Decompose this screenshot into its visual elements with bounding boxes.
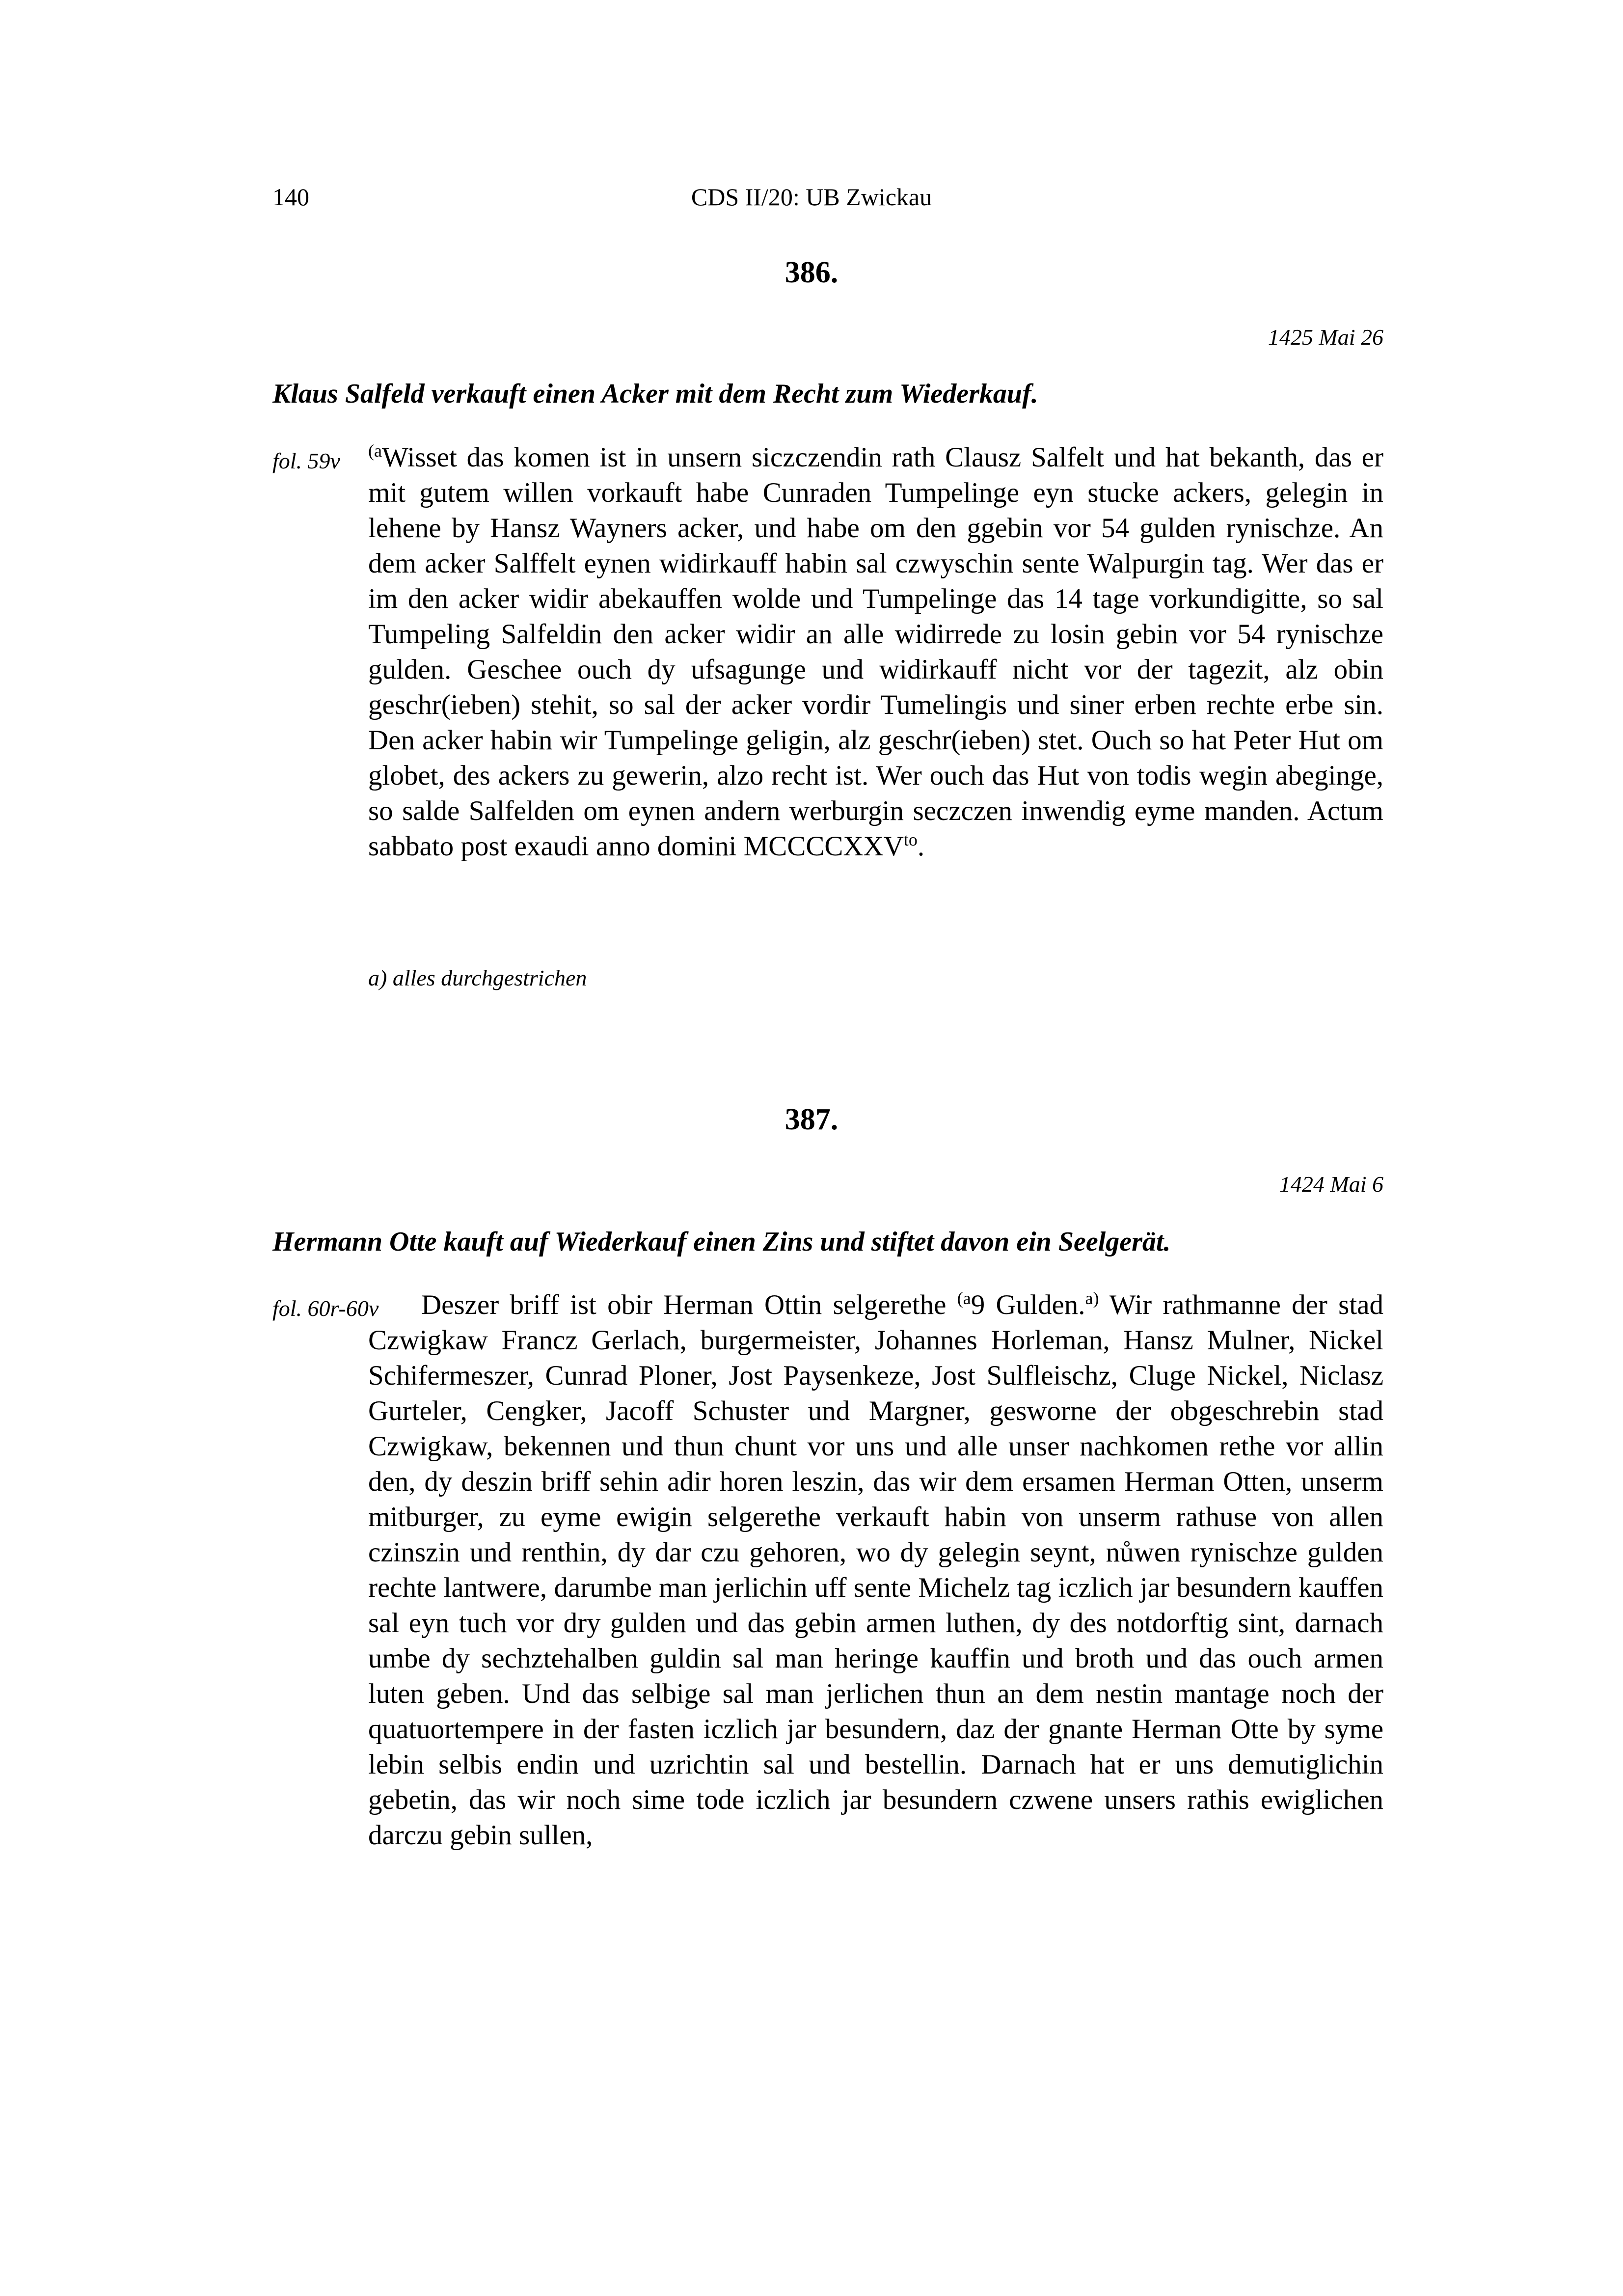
document-heading: Hermann Otte kauft auf Wiederkauf einen Zins und stiftet davon ein Seelgerät. bbox=[272, 1227, 1171, 1257]
footnote-mark: (a bbox=[957, 1288, 971, 1308]
document-body-mark-tail: 9 Gulden. bbox=[971, 1289, 1085, 1320]
document-date: 1425 Mai 26 bbox=[1268, 325, 1383, 350]
document-heading: Klaus Salfeld verkauft einen Acker mit dem Recht zum Wiederkauf. bbox=[272, 379, 1038, 409]
document-text bbox=[368, 440, 1383, 864]
document-body-end: . bbox=[917, 831, 925, 862]
superscript: to bbox=[903, 830, 918, 849]
folio-reference: fol. 60r-60v bbox=[272, 1296, 379, 1321]
page-number: 140 bbox=[272, 183, 309, 211]
folio-reference: fol. 59v bbox=[272, 448, 340, 473]
document-number: 387. bbox=[784, 1103, 839, 1136]
document-number: 386. bbox=[784, 256, 839, 289]
document-body-start: Deszer briff ist obir Herman Ottin selgerethe bbox=[421, 1289, 957, 1320]
footnote-mark-close: a) bbox=[1085, 1288, 1099, 1308]
document-body: Wir rathmanne der stad Czwigkaw Francz Gerlach, burgermeister, Johannes Horleman, Hansz Mulner, Nickel Schifermeszer, Cunrad Ploner, Jost Paysenkeze, Jost Sulfleischz, Cluge Nickel, Niclasz Gurteler, Cengker, Jacoff Schuster und Margner, gesworne der obgeschrebin stad Czwigkaw, bekennen und thun chunt vor uns und alle unser nachkomen rethe vor allin den, dy deszin briff sehin adir horen leszin, das wir dem ersamen Herman Otten, unserm mitburger, zu eyme ewigin selgerethe verkauft habin von unserm rathuse von allen czinszin und renthin, dy dar czu gehoren, wo dy gelegin seynt, nůwen rynischze gulden rechte lantwere, darumbe man jerlichin uff sente Michelz tag iczlich jar besundern kauffen sal eyn tuch vor dry gulden und das gebin armen luthen, dy des notdorftig sint, darnach umbe dy sechztehalben guldin sal man heringe kauffin und broth und das ouch armen luten geben. Und das selbige sal man jerlichen thun an dem nestin mantage noch der quatuortempere in der fasten iczlich jar besundern, daz der gnante Herman Otte by syme lebin selbis endin und uzrichtin sal und bestellin. Darnach hat er uns demutiglichin gebetin, das wir noch sime tode iczlich jar besundern czwene unsers rathis ewiglichen darczu gebin sullen, bbox=[368, 1289, 1383, 1851]
document-text bbox=[368, 1287, 1383, 1853]
document-body: Wisset das komen ist in unsern siczczendin rath Clausz Salfelt und hat bekanth, das er mit gutem willen vorkauft habe Cunraden Tumpelinge eyn stucke ackers, gelegin in lehene by Hansz Wayners acker, und habe om den ggebin vor 54 gulden rynischze. An dem acker Salffelt eynen widirkauff habin sal czwyschin sente Walpurgin tag. Wer das er im den acker widir abekauffen wolde und Tumpelinge das 14 tage vorkundigitte, so sal Tumpeling Salfeldin den acker widir an alle widirrede zu losin gebin vor 54 rynischze gulden. Geschee ouch dy ufsagunge und widirkauff nicht vor der tagezit, alz obin geschr(ieben) stehit, so sal der acker vordir Tumelingis und siner erben rechte erbe sin. Den acker habin wir Tumpelinge geligin, alz geschr(ieben) stet. Ouch so hat Peter Hut om globet, des ackers zu gewerin, alzo recht ist. Wer ouch das Hut von todis wegin abeginge, so salde Salfelden om eynen andern werburgin seczczen inwendig eyme manden. Actum sabbato post exaudi anno domini MCCCCXXV bbox=[368, 442, 1383, 862]
running-title: CDS II/20: UB Zwickau bbox=[691, 183, 932, 211]
footnote: a) alles durchgestrichen bbox=[368, 965, 587, 990]
page-header bbox=[0, 183, 1623, 217]
document-date: 1424 Mai 6 bbox=[1279, 1172, 1383, 1197]
footnote-mark: (a bbox=[368, 441, 382, 461]
